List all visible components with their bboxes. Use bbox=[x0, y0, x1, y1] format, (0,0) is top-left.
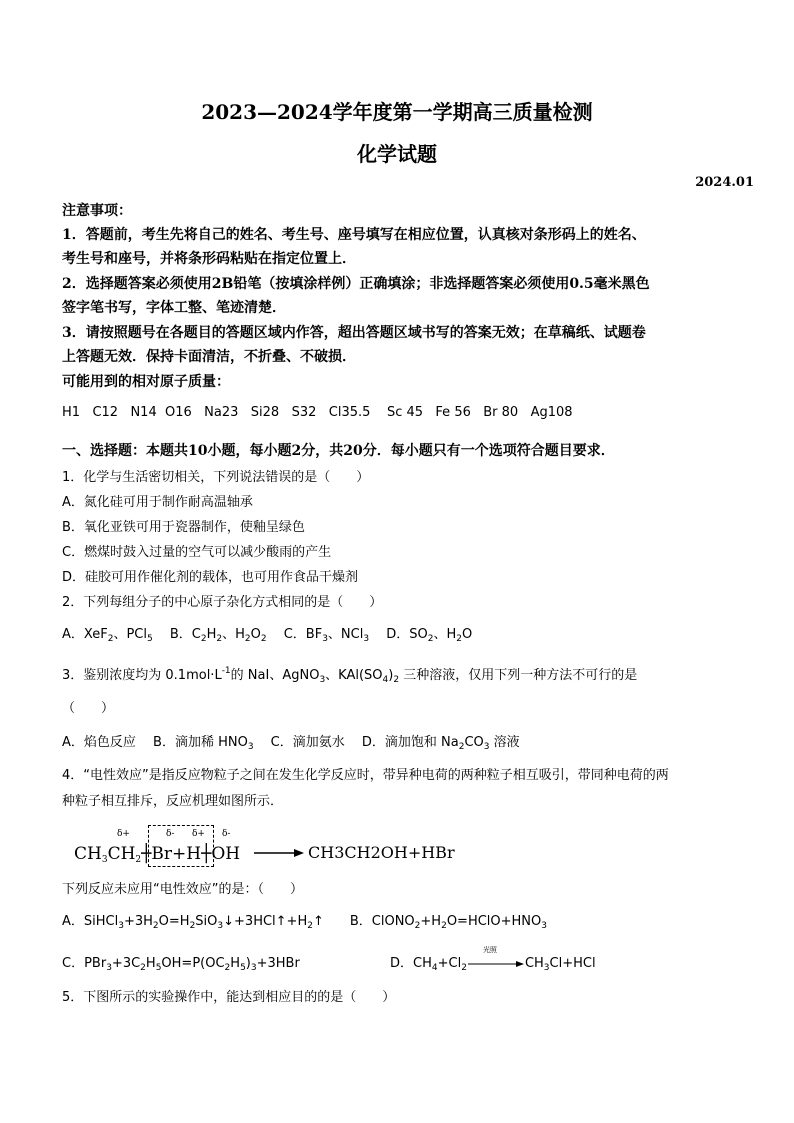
atomic-mass-list: H1 C12 N14 O16 Na23 Si28 S32 Cl35.5 Sc 45 Fe 56 Br 80 Ag108 bbox=[62, 405, 573, 420]
q2-stem: 2．下列每组分子的中心原子杂化方式相同的是（ ） bbox=[62, 595, 383, 610]
q5-stem: 5．下图所示的实验操作中，能达到相应目的的是（ ） bbox=[62, 990, 396, 1005]
q1-option-d: D．硅胶可用作催化剂的载体，也可用作食品干燥剂 bbox=[62, 570, 359, 585]
q4-question: 下列反应未应用“电性效应”的是：（ ） bbox=[62, 882, 303, 897]
delta-plus-label: δ+ bbox=[192, 829, 205, 839]
q1-option-b: B．氧化亚铁可用于瓷器制作，使釉呈绿色 bbox=[62, 520, 305, 535]
exam-title: 2023—2024学年度第一学期高三质量检测 bbox=[201, 100, 593, 124]
exam-subtitle: 化学试题 bbox=[357, 142, 437, 166]
q4-stem-1: 4．“电性效应”是指反应物粒子之间在发生化学反应时，带异种电荷的两种粒子相互吸引，带同种电荷的两 bbox=[62, 768, 669, 783]
section-1-heading: 一、选择题：本题共10小题，每小题2分，共20分．每小题只有一个选项符合题目要求． bbox=[62, 443, 615, 459]
notice-item-2b: 签字笔书写，字体工整、笔迹清楚． bbox=[62, 300, 286, 316]
exam-date: 2024.01 bbox=[695, 175, 754, 190]
q4-option-c: C．$PBr_3+3C_2H_5OH=P(OC_2H_5)_3+3HBr$ bbox=[62, 956, 300, 973]
notice-item-1b: 考生号和座号，并将条形码粘贴在指定位置上． bbox=[62, 251, 356, 267]
q2-options: A．XeF$_2$、PCl$_5$ B．$C_2H_2$、$H_2O_2$ C．$BF_3$、NCl$_3$ D．$SO_2$、$H_2O$ bbox=[62, 627, 473, 644]
q3-stem: 3．鉴别浓度均为 $0.1mol\cdot L^{-1}$的 NaI、AgNO$_3$、$KAl(SO_4)_2$ 三种溶液，仅用下列一种方法不可行的是 bbox=[62, 666, 638, 685]
delta-plus-label: δ+ bbox=[117, 829, 130, 839]
q4-stem-2: 种粒子相互排斥，反应机理如图所示． bbox=[62, 794, 284, 809]
notice-item-2a: 2．选择题答案必须使用2B铅笔（按填涂样例）正确填涂；非选择题答案必须使用0.5毫米黑色 bbox=[62, 276, 650, 292]
q3-paren: （ ） bbox=[62, 701, 115, 716]
q3-stem-end: 三种溶液，仅用下列一种方法不可行的是 bbox=[403, 668, 638, 683]
electro-effect-mechanism-figure bbox=[62, 824, 482, 874]
q4-options-ab: A．$SiHCl_3+3H_2O=H_2SiO_3↓+3HCl↑+H_2↑$ B．$ClONO_2+H_2O=HClO+HNO_3$ bbox=[62, 914, 547, 931]
q1-stem: 1．化学与生活密切相关，下列说法错误的是（ ） bbox=[62, 470, 370, 485]
q1-option-c: C．燃煤时鼓入过量的空气可以减少酸雨的产生 bbox=[62, 545, 332, 560]
delta-minus-label: δ- bbox=[222, 829, 231, 839]
notice-item-3b: 上答题无效．保持卡面清洁，不折叠、不破损． bbox=[62, 349, 356, 365]
reactant-formula: $CH_3CH_2┼Br+H┼OH$ bbox=[74, 844, 241, 865]
atomic-mass-heading: 可能用到的相对原子质量： bbox=[62, 374, 230, 390]
delta-minus-label: δ- bbox=[166, 829, 175, 839]
reaction-arrow-icon bbox=[254, 846, 304, 860]
product-formula: CH3CH2OH+HBr bbox=[308, 843, 455, 862]
q3-options: A．焰色反应 B．滴加稀 $HNO_3$ C．滴加氨水 D．滴加饱和 $Na_2CO_3$ 溶液 bbox=[62, 735, 520, 752]
notice-item-1a: 1．答题前，考生先将自己的姓名、考生号、座号填写在相应位置，认真核对条形码上的姓名、 bbox=[62, 227, 646, 243]
q4-option-d: D．$CH_4+Cl_2$ 光照 $CH_3Cl+HCl$ bbox=[390, 946, 596, 973]
notice-item-3a: 3．请按照题号在各题目的答题区域内作答，超出答题区域书写的答案无效；在草稿纸、试题卷 bbox=[62, 325, 646, 341]
q1-option-a: A．氮化硅可用于制作耐高温轴承 bbox=[62, 495, 253, 510]
notice-heading: 注意事项： bbox=[62, 203, 132, 219]
